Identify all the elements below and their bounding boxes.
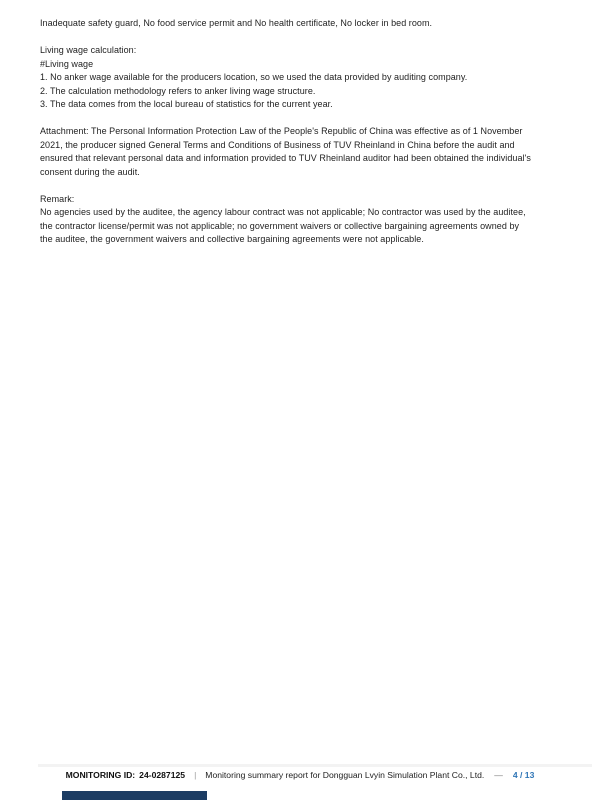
text-line: Inadequate safety guard, No food service permit and No health certificate, No locker in bed room. [40, 18, 433, 28]
page-indicator: 4 / 13 [512, 770, 535, 780]
text-line: 3. The data comes from the local bureau of statistics for the current year. [40, 99, 333, 109]
paragraph-attachment [40, 125, 570, 179]
text-line: the contractor license/permit was not applicable; no government waivers or collective bargaining agreements owned by [40, 220, 520, 231]
report-body [40, 17, 570, 260]
monitoring-id-value: 24-0287125 [139, 770, 186, 780]
monitoring-id-label: MONITORING ID: [65, 770, 136, 780]
footer-dash: — [494, 770, 503, 780]
page-bottom-bar [62, 791, 207, 800]
footer-report-title: Monitoring summary report for Dongguan Lvyin Simulation Plant Co., Ltd. [205, 770, 485, 780]
text-line: consent during the audit. [40, 166, 140, 177]
text-line: Remark: [40, 193, 75, 204]
text-line: Attachment: The Personal Information Protection Law of the People's Republic of China was effective as of 1 November [40, 126, 523, 136]
text-line: 1. No anker wage available for the producers location, so we used the data provided by auditing company. [40, 72, 468, 82]
paragraph-living-wage [40, 44, 570, 112]
paragraph-remark [40, 193, 570, 247]
page-footer [0, 770, 600, 781]
text-line: Living wage calculation: [40, 45, 137, 55]
text-line: 2. The calculation methodology refers to anker living wage structure. [40, 85, 316, 96]
text-line: the auditee, the government waivers and collective bargaining agreements were not applicable. [40, 234, 424, 244]
text-line: ensured that relevant personal data and information provided to TUV Rheinland auditor had been obtained the individual's [40, 153, 531, 163]
footer-divider [38, 764, 592, 767]
text-line: No agencies used by the auditee, the agency labour contract was not applicable; No contractor was used by the auditee, [40, 207, 526, 217]
paragraph-findings [40, 17, 570, 31]
text-line: 2021, the producer signed General Terms and Conditions of Business of TUV Rheinland in China before the audit and [40, 139, 515, 150]
text-line: #Living wage [40, 58, 94, 69]
footer-separator: | [194, 770, 197, 780]
